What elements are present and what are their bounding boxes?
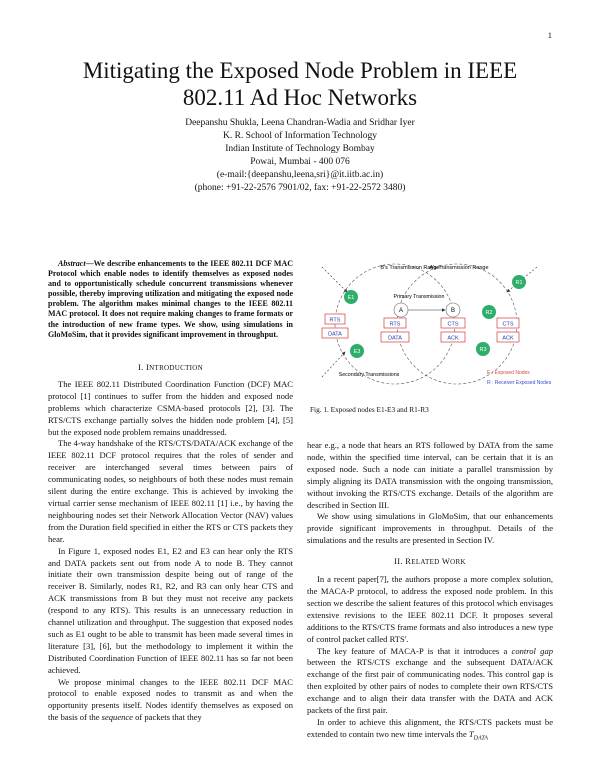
affiliation-address: Powai, Mumbai - 400 076 bbox=[250, 157, 350, 168]
node-e3 bbox=[350, 344, 364, 358]
packet-ack-mid: ACK bbox=[447, 335, 459, 342]
abstract bbox=[48, 259, 293, 340]
author-names: Deepanshu Shukla, Leena Chandran-Wadia and Sridhar Iyer bbox=[185, 118, 415, 128]
section-heading-introduction: I. INTRODUCTION bbox=[138, 362, 203, 372]
primary-transmission-label: Primary Transmission bbox=[393, 294, 445, 300]
svg-text:E1: E1 bbox=[347, 295, 355, 301]
page-number: 1 bbox=[547, 30, 552, 40]
author-phone: (phone: +91-22-2576 7901/02, fax: +91-22-2572 3480) bbox=[194, 183, 406, 194]
packet-rts-left: RTS bbox=[329, 317, 341, 324]
node-e1 bbox=[344, 290, 358, 304]
affiliation-institute: Indian Institute of Technology Bombay bbox=[225, 144, 375, 155]
svg-text:R2: R2 bbox=[485, 310, 493, 316]
packet-ack-right: ACK bbox=[502, 335, 514, 342]
intro-paragraph-2: The 4-way handshake of the RTS/CTS/DATA/ACK exchange of the IEEE 802.11 DCF protocol requires that the roles of sender and receiver are interchanged several times between pairs of communicating nodes, so neighbours of both these nodes must remain silent during the entire exchange. This is achieved by invoking the virtual carrier sense mechanism of IEEE 802.11 [1] i.e., by having the neighbouring nodes set their Network Allocation Vector (NAV) values from the Duration field specified in either the RTS or CTS packets they hear. bbox=[48, 438, 293, 544]
author-email: (e-mail:{deepanshu,leena,sri}@it.iitb.ac.in) bbox=[216, 170, 384, 181]
related-work-paragraph-1: In a recent paper[7], the authors propose a more complex solution, the MACA-P protocol, to address the exposed node problem. In this section we describe the salient features of this protocol which envisages extensive revisions to the IEEE 802.11 DCF. It proposes several additions to the RTS/CTS frame formats and also introduces a new type of control packet called RTS'. bbox=[307, 574, 553, 644]
node-r2 bbox=[482, 305, 496, 319]
packet-cts-right: CTS bbox=[502, 321, 514, 328]
figure-caption: Fig. 1. Exposed nodes E1-E3 and R1-R3 bbox=[310, 405, 429, 414]
abstract-label: Abstract bbox=[58, 259, 86, 268]
abstract-text: —We describe enhancements to the IEEE 802.11 DCF MAC Protocol which enable nodes to identify themselves as exposed nodes and to opportunistically schedule concurrent transmissions whenever possible, thereby improving utilization and mitigating the exposed node problem. The algorithm makes minimal changes to the IEEE 802.11 MAC protocol. It does not require making changes to frame formats or the introduction of new frame types. We show, using simulations in GloMoSim, that it provides significant improvement in throughput. bbox=[48, 259, 293, 339]
figure-exposed-nodes bbox=[307, 252, 553, 392]
title-line-2: 802.11 Ad Hoc Networks bbox=[182, 85, 418, 110]
intro-paragraph-4: We propose minimal changes to the IEEE 802.11 DCF MAC protocol to enable exposed nodes to transmit as and when the opportunity presents itself. Nodes identify themselves as exposed on the basis of the sequence of packets that they bbox=[48, 676, 293, 723]
related-work-paragraph-3: In order to achieve this alignment, the RTS/CTS packets must be extended to contain two new time intervals the $T_{DATA}$ bbox=[307, 716, 553, 742]
svg-text:B: B bbox=[450, 308, 456, 314]
node-r3 bbox=[476, 342, 490, 356]
author-block bbox=[40, 117, 560, 196]
paper-title bbox=[40, 57, 560, 111]
packet-data-mid: DATA bbox=[388, 335, 402, 342]
introduction bbox=[48, 362, 293, 724]
affiliation-school: K. R. School of Information Technology bbox=[222, 131, 378, 142]
packet-cts-mid: CTS bbox=[447, 321, 459, 328]
intro-paragraph-3: In Figure 1, exposed nodes E1, E2 and E3 can hear only the RTS and DATA packets sent out from node A to node B. They cannot initiate their own transmission despite being out of range of the receiver B. Similarly, nodes R1, R2, and R3 can only hear CTS and ACK transmissions from B but they must not receive any packets (respond to any RTS). This results is an unnecessary reduction in channel utilization and throughput. The suggestion that exposed nodes such as E1 ought to be able to transmit has been made several times in literature [3], [6], but the methodology to implement it within the Distributed Coordination Function of IEEE 802.11 has so far not been achieved. bbox=[48, 545, 293, 675]
intro-paragraph-5: We show using simulations in GloMoSim, that our enhancements provide significant improvements in throughput. Details of the simulations and the results are presented in Section IV. bbox=[307, 511, 553, 546]
svg-text:A: A bbox=[398, 308, 404, 314]
svg-text:R3: R3 bbox=[479, 347, 487, 353]
packet-data-left: DATA bbox=[328, 331, 342, 338]
b-range-label: B's Transmission Range bbox=[380, 265, 440, 271]
node-a bbox=[394, 303, 408, 317]
secondary-transmission-label: Secondary Transmissions bbox=[338, 372, 400, 378]
svg-text:R1: R1 bbox=[515, 280, 523, 286]
svg-text:E3: E3 bbox=[353, 349, 361, 355]
node-b bbox=[446, 303, 460, 317]
node-r1 bbox=[512, 275, 526, 289]
legend-exposed: E : Exposed Nodes bbox=[487, 370, 530, 376]
packet-rts-mid: RTS bbox=[389, 321, 401, 328]
intro-paragraph-1: The IEEE 802.11 Distributed Coordination Function (DCF) MAC protocol [1] continues to suffer from the hidden and exposed node problems which characterize CSMA-based protocols [2], [3]. The RTS/CTS exchange partially solves the hidden node problem [4], [5] but the exposed node problem remains unaddressed. bbox=[48, 378, 293, 437]
intro-continued-paragraph: hear e.g., a node that hears an RTS followed by DATA from the same node, within the specified time interval, can be certain that it is an exposed node. Such a node can initiate a parallel transmission by simply aligning its DATA transmission with the ongoing transmission, without invoking the RTS/CTS exchange. Details of the algorithm are described in Section III. bbox=[307, 440, 553, 510]
a-range-label: A's Transmission Range bbox=[429, 265, 489, 271]
right-column-text bbox=[307, 440, 553, 745]
related-work-paragraph-2: The key feature of MACA-P is that it introduces a control gap between the RTS/CTS exchange and the subsequent DATA/ACK exchange of the first pair of communicating nodes. This control gap is then exploited by other pairs of nodes to complete their own RTS/CTS exchange and to align their data transfer with the DATA and ACK packets of the first pair. bbox=[307, 645, 553, 716]
title-line-1: Mitigating the Exposed Node Problem in IEEE bbox=[82, 58, 518, 83]
section-heading-related-work: II. RELATED WORK bbox=[394, 556, 466, 567]
legend-receiver-exposed: R : Receiver Exposed Nodes bbox=[487, 380, 552, 386]
